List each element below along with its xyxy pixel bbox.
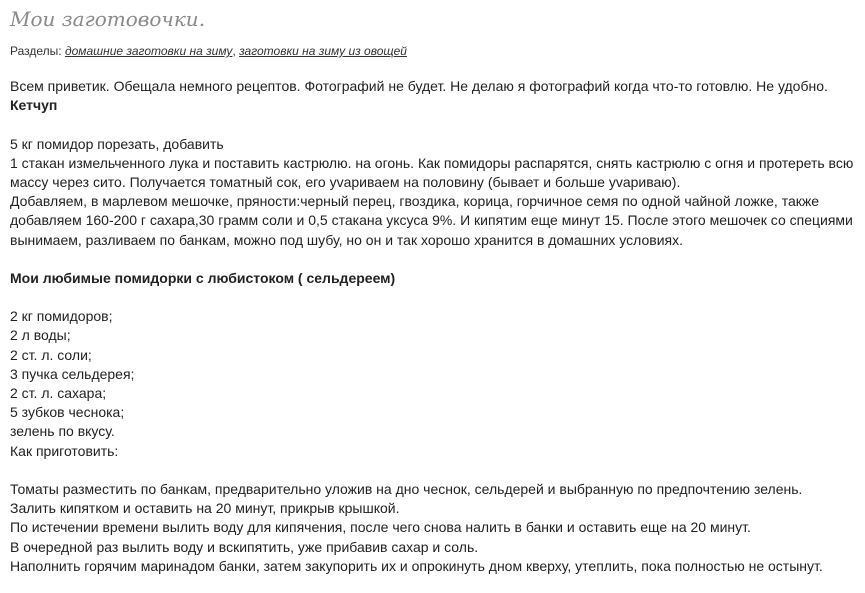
sections-label: Разделы: bbox=[10, 44, 62, 58]
ingredient-item: 5 зубков чеснока; bbox=[10, 404, 125, 421]
post bbox=[10, 0, 858, 576]
ketchup-line: вынимаем, разливаем по банкам, можно под шубу, но он и так хорошо хранится в домашних условиях. bbox=[10, 231, 683, 248]
intro-text: Всем приветик. Обещала немного рецептов. Фотографий не будет. Не делаю я фотографий когда что-то готовлю. Не удобно. bbox=[10, 78, 828, 94]
spacer bbox=[10, 288, 858, 307]
ketchup-line: массу через сито. Получается томатный сок, его уvариваем на половину (бывает и больше уvариваю). bbox=[10, 173, 681, 190]
ketchup-line: Добавляем, в марлевом мешочке, пряности:черный перец, гвоздика, корица, горчичное семя по одной чайной ложке, также bbox=[10, 193, 820, 210]
step-item: Залить кипятком и оставить на 20 минут, прикрыв крышкой. bbox=[10, 500, 400, 517]
step-item: Наполнить горячим маринадом банки, затем закупорить их и опрокинуть дном кверху, утеплить, пока полностью не остынут. bbox=[10, 557, 823, 574]
how-to-label: Как приготовить: bbox=[10, 442, 119, 459]
ingredient-item: зелень по вкусу. bbox=[10, 423, 115, 440]
tomatoes-heading: Мои любимые помидорки с любистоком ( сельдереем) bbox=[10, 269, 396, 286]
ingredient-item: 2 кг помидоров; bbox=[10, 308, 113, 325]
ingredient-item: 2 ст. л. соли; bbox=[10, 346, 92, 363]
post-sections bbox=[10, 43, 858, 59]
ketchup-line: 5 кг помидор порезать, добавить bbox=[10, 135, 224, 152]
spacer bbox=[10, 250, 858, 269]
step-item: В очередной раз вылить воду и вскипятить, уже прибавив сахар и соль. bbox=[10, 538, 479, 555]
ingredient-item: 3 пучка сельдерея; bbox=[10, 365, 135, 382]
section-link-vegetable-preserves[interactable]: заготовки на зиму из овощей bbox=[239, 44, 407, 58]
spacer bbox=[10, 115, 858, 134]
ketchup-line: добавляем 160-200 г сахара,30 грамм соли и 0,5 стакана уксуса 9%. И кипятим еще минут 15. После этого мешочек со специями bbox=[10, 212, 853, 229]
ingredient-item: 2 л воды; bbox=[10, 327, 71, 344]
section-link-home-preserves[interactable]: домашние заготовки на зиму bbox=[64, 44, 233, 58]
step-item: Томаты разместить по банкам, предварительно уложив на дно чеснок, сельдерей и выбранную по предпочтению зелень. bbox=[10, 480, 803, 497]
spacer bbox=[10, 461, 858, 480]
sections-separator: , bbox=[232, 44, 240, 58]
ketchup-line: 1 стакан измельченного лука и поставить кастрюлю. на огонь. Как помидоры распарятся, снять кастрюлю с огня и протереть всю bbox=[10, 154, 854, 171]
ingredient-item: 2 ст. л. сахара; bbox=[10, 385, 107, 401]
post-body bbox=[10, 77, 858, 576]
step-item: По истечении времени вылить воду для кипячения, после чего снова налить в банки и оставить еще на 20 минут. bbox=[10, 519, 751, 536]
ketchup-heading: Кетчуп bbox=[10, 97, 58, 114]
post-title: Мои заготовочки. bbox=[10, 7, 206, 31]
